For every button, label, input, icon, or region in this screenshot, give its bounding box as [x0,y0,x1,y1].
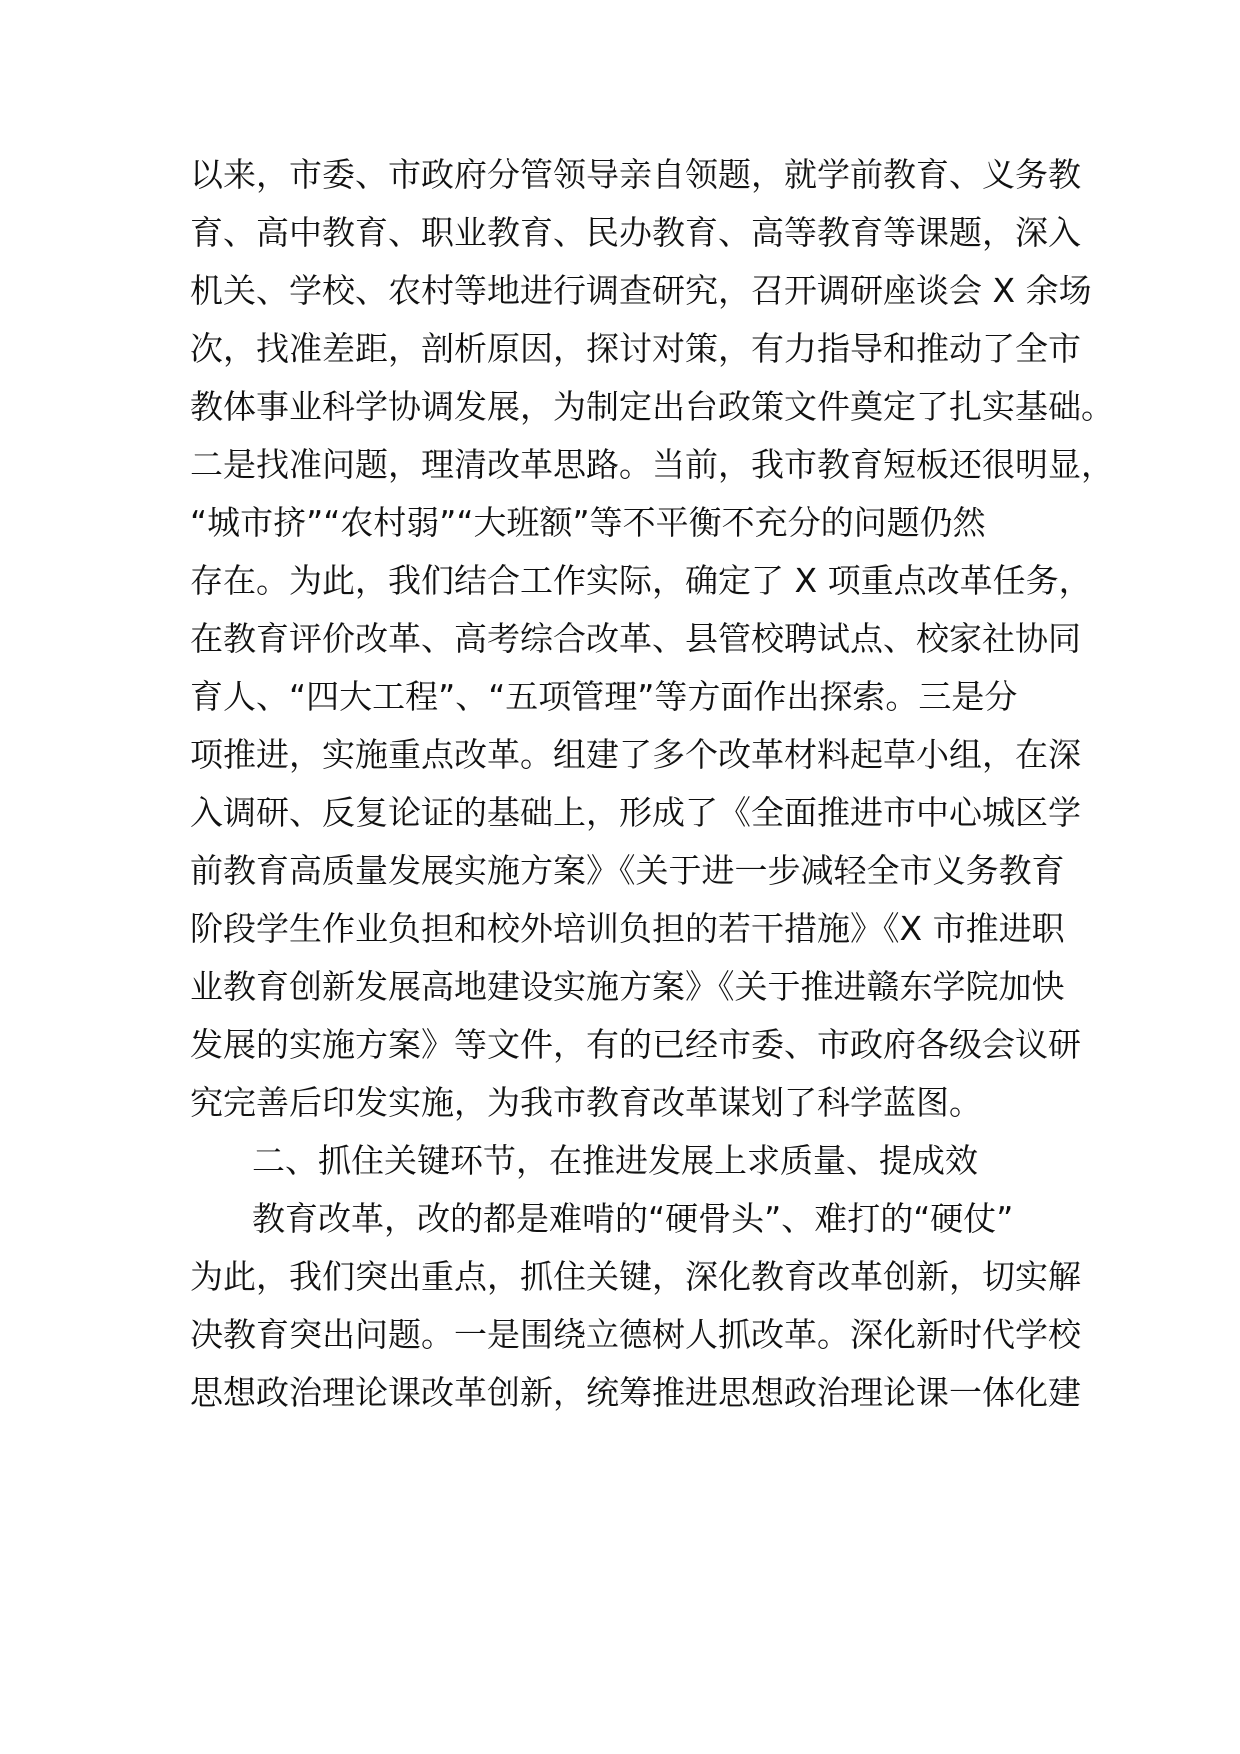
body-line: “城市挤”“农村弱”“大班额”等不平衡不充分的问题仍然 [190,503,986,542]
body-line: 决教育突出问题。一是围绕立德树人抓改革。深化新时代学校 [190,1315,1081,1354]
body-line: 机关、学校、农村等地进行调查研究，召开调研座谈会 X 余场 [190,271,1092,310]
body-line: 发展的实施方案》等文件，有的已经市委、市政府各级会议研 [190,1025,1081,1064]
body-line: 为此，我们突出重点，抓住关键，深化教育改革创新，切实解 [190,1257,1081,1296]
body-line: 入调研、反复论证的基础上，形成了《全面推进市中心城区学 [190,793,1081,832]
body-line: 以来，市委、市政府分管领导亲自领题，就学前教育、义务教 [190,155,1081,194]
body-line: 前教育高质量发展实施方案》《关于进一步减轻全市义务教育 [190,851,1065,890]
body-line: 在教育评价改革、高考综合改革、县管校聘试点、校家社协同 [190,619,1081,658]
body-line: 思想政治理论课改革创新，统筹推进思想政治理论课一体化建 [190,1373,1081,1412]
body-line: 项推进，实施重点改革。组建了多个改革材料起草小组，在深 [190,735,1081,774]
body-line: 究完善后印发实施，为我市教育改革谋划了科学蓝图。 [190,1083,982,1122]
body-line: 教体事业科学协调发展，为制定出台政策文件奠定了扎实基础。 [190,387,1114,426]
paragraph-first-line: 教育改革，改的都是难啃的“硬骨头”、难打的“硬仗” [252,1199,1014,1238]
body-line: 育人、“四大工程”、“五项管理”等方面作出探索。三是分 [190,677,1018,716]
body-line: 育、高中教育、职业教育、民办教育、高等教育等课题，深入 [190,213,1081,252]
body-line: 二是找准问题，理清改革思路。当前，我市教育短板还很明显， [190,445,1114,484]
section-heading: 二、抓住关键环节，在推进发展上求质量、提成效 [252,1141,978,1180]
body-line: 业教育创新发展高地建设实施方案》《关于推进赣东学院加快 [190,967,1065,1006]
body-line: 存在。为此，我们结合工作实际，确定了 X 项重点改革任务， [190,561,1092,600]
body-line: 阶段学生作业负担和校外培训负担的若干措施》《X 市推进职 [190,909,1065,948]
body-line: 次，找准差距，剖析原因，探讨对策，有力指导和推动了全市 [190,329,1081,368]
